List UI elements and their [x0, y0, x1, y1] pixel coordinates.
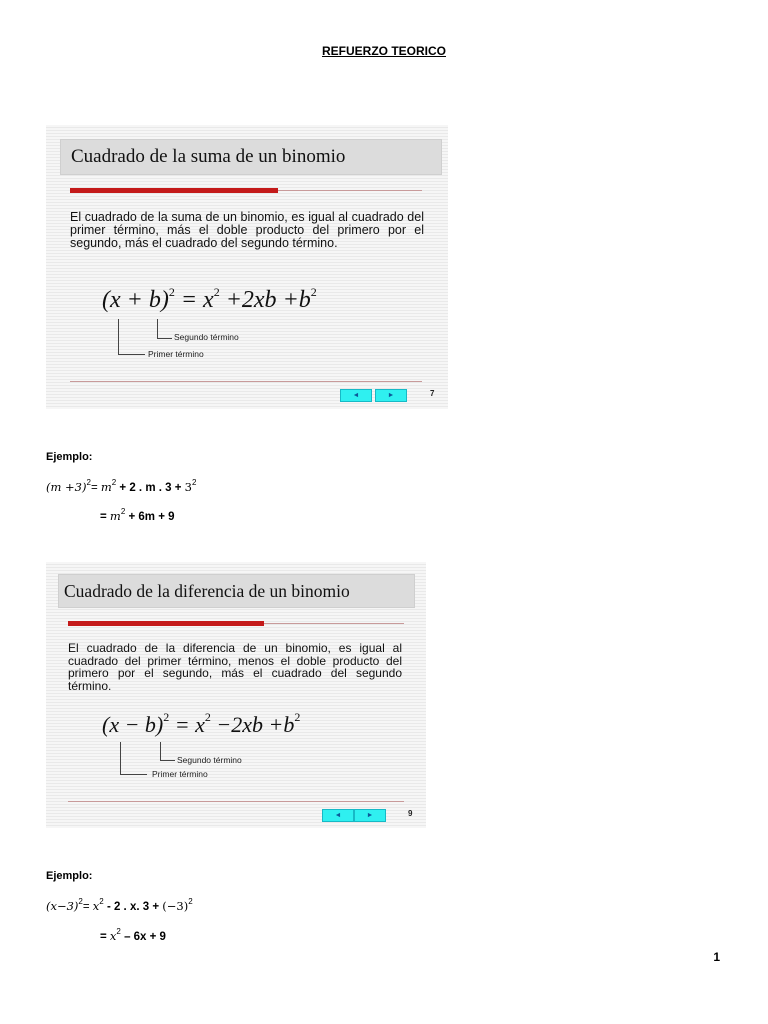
previous-slide-button[interactable]: ◄ — [340, 389, 372, 402]
page-number: 1 — [713, 950, 720, 964]
first-term-label: Primer término — [152, 769, 208, 779]
slide-title: Cuadrado de la suma de un binomio — [60, 139, 442, 175]
slide-difference-binomial — [46, 562, 426, 828]
formula — [102, 710, 300, 738]
first-term-bracket — [120, 742, 147, 775]
formula-term3: +b — [268, 712, 295, 737]
next-slide-button[interactable]: ► — [375, 389, 407, 402]
bottom-divider — [68, 801, 404, 802]
bottom-divider — [70, 381, 422, 382]
slide-title: Cuadrado de la diferencia de un binomio — [58, 574, 415, 608]
second-term-label: Segundo término — [174, 332, 239, 342]
formula-term2: +2xb — [225, 287, 277, 313]
formula-term1-exponent: 2 — [204, 710, 211, 724]
formula-left-exponent: 2 — [168, 285, 175, 299]
example-label: Ejemplo: — [46, 451, 93, 463]
second-term-label: Segundo término — [177, 755, 242, 765]
first-term-label: Primer término — [148, 349, 204, 359]
equation-base: (m +3) — [46, 480, 87, 494]
red-divider — [70, 188, 278, 193]
example-equation-line: $(m +3)^2= m^2 + 2$ . m . $3 + 3^2$ — [46, 478, 197, 494]
slide-text: El cuadrado de la suma de un binomio, es igual al cuadrado del primer término, más el doble producto del primero por el segundo, más el cuadrado del segundo término. — [70, 210, 424, 250]
thin-divider — [264, 623, 404, 624]
slide-text: El cuadrado de la diferencia de un binomio, es igual al cuadrado del primer término, menos el doble producto del primero por el segundo, más el cuadrado del segundo término. — [68, 641, 402, 693]
example-label: Ejemplo: — [46, 870, 93, 882]
slide-sum-binomial — [46, 125, 448, 409]
example-equation-line: $(x-3)^2= x^2 - 2$ . x. $3 + (-3)^2$ — [46, 897, 193, 913]
equation-base: (x−3) — [46, 899, 79, 913]
second-term-bracket — [157, 319, 172, 339]
formula-equals: = — [174, 712, 190, 737]
formula-term1: x — [195, 712, 205, 737]
red-divider — [68, 621, 264, 626]
previous-slide-button[interactable]: ◄ — [322, 809, 354, 822]
formula-equals: = — [180, 287, 198, 313]
formula — [102, 285, 317, 314]
thin-divider — [278, 190, 422, 191]
formula-left: (x − b) — [102, 712, 164, 737]
document-title: REFUERZO TEORICO — [321, 44, 446, 58]
formula-left: (x + b) — [102, 287, 169, 313]
formula-term3-exponent: 2 — [310, 285, 317, 299]
formula-term1: x — [203, 287, 214, 313]
formula-term3: +b — [282, 287, 311, 313]
slide-number: 9 — [408, 809, 413, 818]
formula-left-exponent: 2 — [163, 710, 170, 724]
example-result-line: = $x^2 - 6x + 9$ — [100, 927, 166, 943]
formula-term3-exponent: 2 — [294, 710, 301, 724]
formula-term2: −2xb — [216, 712, 264, 737]
first-term-bracket — [118, 319, 145, 355]
formula-term1-exponent: 2 — [213, 285, 220, 299]
slide-number: 7 — [430, 389, 435, 398]
second-term-bracket — [160, 742, 175, 761]
example-result-line: = $m^2 + 6m + 9$ — [100, 507, 175, 523]
next-slide-button[interactable]: ► — [354, 809, 386, 822]
